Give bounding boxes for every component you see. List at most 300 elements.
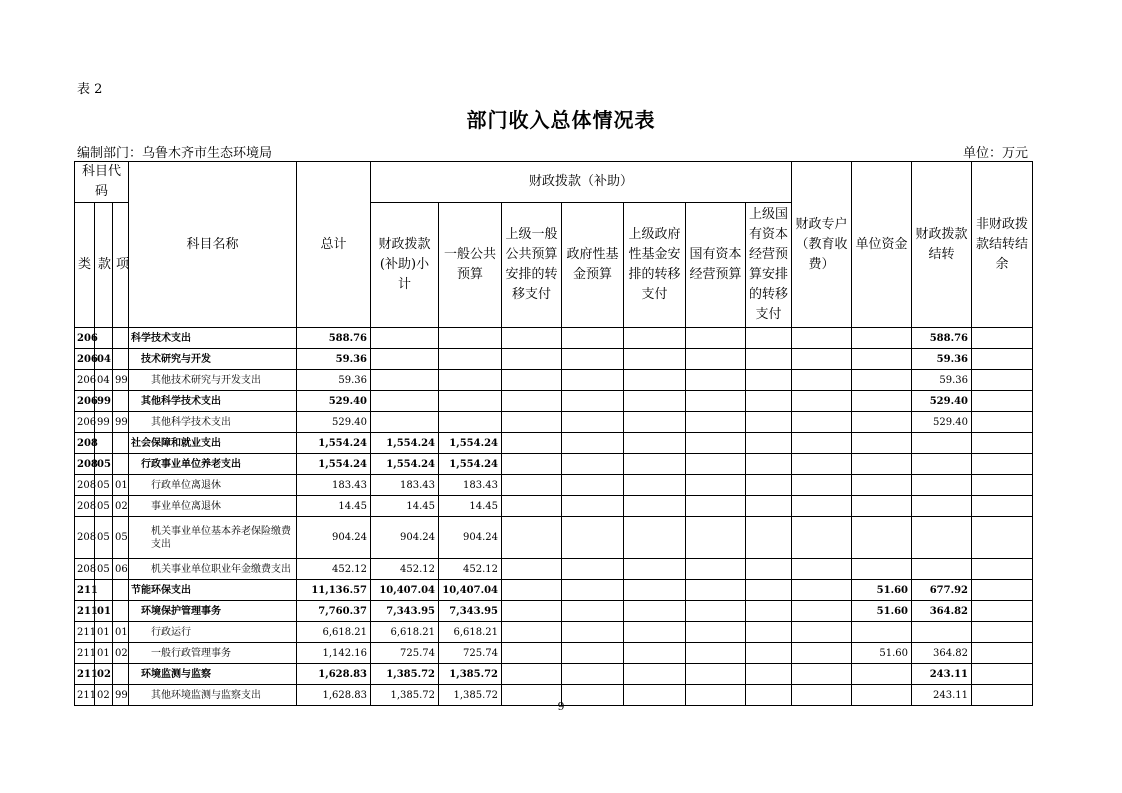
cell-upper-general-transfer bbox=[502, 391, 562, 412]
cell-gov-fund bbox=[562, 412, 624, 433]
cell-upper-general-transfer bbox=[502, 580, 562, 601]
table-row bbox=[75, 370, 1033, 391]
cell-total: 11,136.57 bbox=[297, 580, 371, 601]
table-row bbox=[75, 580, 1033, 601]
cell-state-capital bbox=[686, 496, 746, 517]
cell-kuan: 01 bbox=[95, 643, 113, 664]
cell-non-fiscal-carryover bbox=[972, 454, 1033, 475]
cell-special-account bbox=[792, 412, 852, 433]
cell-fiscal-subtotal bbox=[371, 391, 439, 412]
header-upper-capital-transfer: 上级国有资本经营预算安排的转移支付 bbox=[746, 203, 792, 328]
cell-non-fiscal-carryover bbox=[972, 517, 1033, 559]
cell-lei: 211 bbox=[75, 664, 95, 685]
cell-special-account bbox=[792, 328, 852, 349]
cell-unit-fund bbox=[852, 622, 912, 643]
cell-upper-fund-transfer bbox=[624, 664, 686, 685]
cell-upper-capital-transfer bbox=[746, 475, 792, 496]
cell-upper-fund-transfer bbox=[624, 601, 686, 622]
cell-state-capital bbox=[686, 643, 746, 664]
cell-carryover: 59.36 bbox=[912, 349, 972, 370]
cell-kuan: 01 bbox=[95, 601, 113, 622]
cell-total: 588.76 bbox=[297, 328, 371, 349]
cell-upper-general-transfer bbox=[502, 664, 562, 685]
cell-unit-fund bbox=[852, 391, 912, 412]
cell-total: 1,628.83 bbox=[297, 664, 371, 685]
cell-upper-fund-transfer bbox=[624, 349, 686, 370]
cell-state-capital bbox=[686, 349, 746, 370]
cell-non-fiscal-carryover bbox=[972, 580, 1033, 601]
cell-upper-fund-transfer bbox=[624, 559, 686, 580]
cell-kuan: 04 bbox=[95, 370, 113, 391]
cell-upper-capital-transfer bbox=[746, 664, 792, 685]
cell-state-capital bbox=[686, 664, 746, 685]
cell-upper-capital-transfer bbox=[746, 580, 792, 601]
cell-state-capital bbox=[686, 433, 746, 454]
header-code-group: 科目代码 bbox=[75, 162, 129, 203]
cell-xiang bbox=[113, 349, 129, 370]
cell-general-budget: 1,385.72 bbox=[439, 685, 502, 706]
cell-general-budget: 1,554.24 bbox=[439, 433, 502, 454]
cell-xiang bbox=[113, 664, 129, 685]
cell-general-budget: 725.74 bbox=[439, 643, 502, 664]
cell-state-capital bbox=[686, 412, 746, 433]
cell-lei: 211 bbox=[75, 643, 95, 664]
cell-kuan: 05 bbox=[95, 559, 113, 580]
cell-lei: 206 bbox=[75, 391, 95, 412]
cell-upper-capital-transfer bbox=[746, 433, 792, 454]
cell-xiang: 05 bbox=[113, 517, 129, 559]
cell-upper-capital-transfer bbox=[746, 391, 792, 412]
header-carryover: 财政拨款结转 bbox=[912, 162, 972, 328]
cell-upper-general-transfer bbox=[502, 412, 562, 433]
header-total: 总计 bbox=[297, 162, 371, 328]
table-row bbox=[75, 559, 1033, 580]
cell-lei: 211 bbox=[75, 622, 95, 643]
page-title: 部门收入总体情况表 bbox=[466, 108, 656, 132]
cell-upper-capital-transfer bbox=[746, 643, 792, 664]
cell-total: 1,554.24 bbox=[297, 433, 371, 454]
cell-name: 节能环保支出 bbox=[129, 580, 297, 601]
cell-lei: 211 bbox=[75, 685, 95, 706]
cell-general-budget: 904.24 bbox=[439, 517, 502, 559]
cell-lei: 208 bbox=[75, 475, 95, 496]
cell-gov-fund bbox=[562, 475, 624, 496]
cell-gov-fund bbox=[562, 433, 624, 454]
cell-unit-fund: 51.60 bbox=[852, 580, 912, 601]
cell-name: 其他技术研究与开发支出 bbox=[129, 370, 297, 391]
page-number: 9 bbox=[557, 700, 565, 713]
cell-upper-capital-transfer bbox=[746, 349, 792, 370]
cell-gov-fund bbox=[562, 517, 624, 559]
cell-upper-general-transfer bbox=[502, 370, 562, 391]
cell-upper-fund-transfer bbox=[624, 475, 686, 496]
cell-special-account bbox=[792, 370, 852, 391]
cell-general-budget bbox=[439, 349, 502, 370]
header-gov-fund: 政府性基金预算 bbox=[562, 203, 624, 328]
cell-general-budget: 6,618.21 bbox=[439, 622, 502, 643]
cell-gov-fund bbox=[562, 601, 624, 622]
cell-non-fiscal-carryover bbox=[972, 664, 1033, 685]
cell-non-fiscal-carryover bbox=[972, 475, 1033, 496]
cell-carryover bbox=[912, 517, 972, 559]
cell-lei: 211 bbox=[75, 580, 95, 601]
compiling-department: 编制部门：乌鲁木齐市生态环境局 bbox=[77, 146, 273, 161]
cell-carryover bbox=[912, 622, 972, 643]
cell-upper-general-transfer bbox=[502, 517, 562, 559]
cell-unit-fund bbox=[852, 559, 912, 580]
cell-total: 59.36 bbox=[297, 349, 371, 370]
cell-non-fiscal-carryover bbox=[972, 328, 1033, 349]
cell-total: 59.36 bbox=[297, 370, 371, 391]
cell-non-fiscal-carryover bbox=[972, 559, 1033, 580]
cell-lei: 208 bbox=[75, 517, 95, 559]
cell-upper-fund-transfer bbox=[624, 412, 686, 433]
cell-special-account bbox=[792, 601, 852, 622]
cell-upper-general-transfer bbox=[502, 496, 562, 517]
cell-unit-fund bbox=[852, 475, 912, 496]
cell-kuan: 99 bbox=[95, 412, 113, 433]
cell-state-capital bbox=[686, 370, 746, 391]
cell-fiscal-subtotal: 10,407.04 bbox=[371, 580, 439, 601]
cell-general-budget bbox=[439, 328, 502, 349]
table-row bbox=[75, 433, 1033, 454]
cell-name: 环境保护管理事务 bbox=[129, 601, 297, 622]
cell-name: 事业单位离退休 bbox=[129, 496, 297, 517]
table-row bbox=[75, 601, 1033, 622]
cell-upper-capital-transfer bbox=[746, 328, 792, 349]
cell-gov-fund bbox=[562, 391, 624, 412]
cell-upper-general-transfer bbox=[502, 475, 562, 496]
header-fiscal-group: 财政拨款（补助） bbox=[371, 162, 792, 203]
cell-upper-general-transfer bbox=[502, 559, 562, 580]
table-row bbox=[75, 328, 1033, 349]
cell-special-account bbox=[792, 622, 852, 643]
cell-non-fiscal-carryover bbox=[972, 622, 1033, 643]
cell-upper-fund-transfer bbox=[624, 454, 686, 475]
header-fiscal-subtotal: 财政拨款(补助)小计 bbox=[371, 203, 439, 328]
cell-total: 14.45 bbox=[297, 496, 371, 517]
cell-name: 机关事业单位职业年金缴费支出 bbox=[129, 559, 297, 580]
cell-general-budget: 1,554.24 bbox=[439, 454, 502, 475]
header-unit-fund: 单位资金 bbox=[852, 162, 912, 328]
cell-fiscal-subtotal: 1,554.24 bbox=[371, 433, 439, 454]
header-lei: 类 bbox=[75, 203, 95, 328]
cell-kuan: 04 bbox=[95, 349, 113, 370]
cell-upper-general-transfer bbox=[502, 349, 562, 370]
cell-gov-fund bbox=[562, 559, 624, 580]
cell-upper-fund-transfer bbox=[624, 370, 686, 391]
cell-xiang: 01 bbox=[113, 622, 129, 643]
cell-carryover bbox=[912, 433, 972, 454]
cell-unit-fund bbox=[852, 664, 912, 685]
cell-general-budget bbox=[439, 370, 502, 391]
cell-non-fiscal-carryover bbox=[972, 412, 1033, 433]
cell-upper-capital-transfer bbox=[746, 370, 792, 391]
cell-non-fiscal-carryover bbox=[972, 643, 1033, 664]
cell-lei: 208 bbox=[75, 433, 95, 454]
cell-special-account bbox=[792, 433, 852, 454]
cell-general-budget: 452.12 bbox=[439, 559, 502, 580]
header-state-capital: 国有资本经营预算 bbox=[686, 203, 746, 328]
cell-unit-fund bbox=[852, 433, 912, 454]
cell-lei: 206 bbox=[75, 328, 95, 349]
cell-unit-fund bbox=[852, 517, 912, 559]
header-general-budget: 一般公共预算 bbox=[439, 203, 502, 328]
cell-fiscal-subtotal bbox=[371, 412, 439, 433]
cell-name: 行政单位离退休 bbox=[129, 475, 297, 496]
cell-total: 183.43 bbox=[297, 475, 371, 496]
cell-total: 1,628.83 bbox=[297, 685, 371, 706]
cell-name: 其他科学技术支出 bbox=[129, 391, 297, 412]
cell-upper-capital-transfer bbox=[746, 559, 792, 580]
cell-upper-general-transfer bbox=[502, 622, 562, 643]
cell-xiang bbox=[113, 454, 129, 475]
cell-general-budget: 1,385.72 bbox=[439, 664, 502, 685]
cell-xiang: 99 bbox=[113, 685, 129, 706]
cell-gov-fund bbox=[562, 643, 624, 664]
cell-carryover: 243.11 bbox=[912, 685, 972, 706]
cell-special-account bbox=[792, 349, 852, 370]
cell-gov-fund bbox=[562, 496, 624, 517]
cell-lei: 208 bbox=[75, 496, 95, 517]
cell-gov-fund bbox=[562, 664, 624, 685]
table-row bbox=[75, 391, 1033, 412]
cell-special-account bbox=[792, 496, 852, 517]
cell-fiscal-subtotal: 904.24 bbox=[371, 517, 439, 559]
cell-upper-capital-transfer bbox=[746, 622, 792, 643]
cell-fiscal-subtotal bbox=[371, 328, 439, 349]
cell-name: 技术研究与开发 bbox=[129, 349, 297, 370]
table-row bbox=[75, 622, 1033, 643]
cell-total: 6,618.21 bbox=[297, 622, 371, 643]
table-row bbox=[75, 475, 1033, 496]
cell-unit-fund bbox=[852, 328, 912, 349]
cell-non-fiscal-carryover bbox=[972, 433, 1033, 454]
header-kuan: 款 bbox=[95, 203, 113, 328]
cell-upper-general-transfer bbox=[502, 643, 562, 664]
cell-fiscal-subtotal: 725.74 bbox=[371, 643, 439, 664]
header-non-fiscal-carryover: 非财政拨款结转结余 bbox=[972, 162, 1033, 328]
cell-special-account bbox=[792, 664, 852, 685]
header-name: 科目名称 bbox=[129, 162, 297, 328]
cell-fiscal-subtotal: 6,618.21 bbox=[371, 622, 439, 643]
cell-state-capital bbox=[686, 559, 746, 580]
cell-state-capital bbox=[686, 580, 746, 601]
cell-fiscal-subtotal: 1,554.24 bbox=[371, 454, 439, 475]
cell-name: 其他环境监测与监察支出 bbox=[129, 685, 297, 706]
cell-total: 529.40 bbox=[297, 391, 371, 412]
cell-kuan: 05 bbox=[95, 454, 113, 475]
cell-kuan: 05 bbox=[95, 517, 113, 559]
table-label: 表 2 bbox=[77, 82, 103, 97]
cell-total: 1,142.16 bbox=[297, 643, 371, 664]
cell-upper-fund-transfer bbox=[624, 433, 686, 454]
cell-fiscal-subtotal: 14.45 bbox=[371, 496, 439, 517]
cell-unit-fund bbox=[852, 454, 912, 475]
cell-upper-fund-transfer bbox=[624, 517, 686, 559]
table-row bbox=[75, 664, 1033, 685]
cell-special-account bbox=[792, 475, 852, 496]
cell-gov-fund bbox=[562, 622, 624, 643]
cell-name: 一般行政管理事务 bbox=[129, 643, 297, 664]
cell-non-fiscal-carryover bbox=[972, 391, 1033, 412]
cell-lei: 208 bbox=[75, 559, 95, 580]
cell-carryover: 59.36 bbox=[912, 370, 972, 391]
header-upper-general-transfer: 上级一般公共预算安排的转移支付 bbox=[502, 203, 562, 328]
cell-general-budget: 7,343.95 bbox=[439, 601, 502, 622]
table-row bbox=[75, 643, 1033, 664]
table-row bbox=[75, 496, 1033, 517]
cell-kuan: 02 bbox=[95, 685, 113, 706]
cell-general-budget bbox=[439, 391, 502, 412]
table-row bbox=[75, 454, 1033, 475]
cell-fiscal-subtotal: 1,385.72 bbox=[371, 664, 439, 685]
header-special-account: 财政专户（教育收费） bbox=[792, 162, 852, 328]
income-table bbox=[74, 161, 1033, 706]
cell-non-fiscal-carryover bbox=[972, 496, 1033, 517]
cell-state-capital bbox=[686, 475, 746, 496]
cell-gov-fund bbox=[562, 328, 624, 349]
cell-lei: 208 bbox=[75, 454, 95, 475]
cell-state-capital bbox=[686, 391, 746, 412]
cell-unit-fund bbox=[852, 349, 912, 370]
cell-xiang: 02 bbox=[113, 496, 129, 517]
cell-xiang bbox=[113, 601, 129, 622]
cell-unit-fund bbox=[852, 496, 912, 517]
cell-carryover bbox=[912, 559, 972, 580]
header-upper-fund-transfer: 上级政府性基金安排的转移支付 bbox=[624, 203, 686, 328]
cell-fiscal-subtotal: 7,343.95 bbox=[371, 601, 439, 622]
table-row bbox=[75, 517, 1033, 559]
cell-name: 科学技术支出 bbox=[129, 328, 297, 349]
cell-kuan: 01 bbox=[95, 622, 113, 643]
cell-kuan: 05 bbox=[95, 475, 113, 496]
cell-gov-fund bbox=[562, 349, 624, 370]
cell-xiang bbox=[113, 433, 129, 454]
cell-lei: 206 bbox=[75, 412, 95, 433]
cell-state-capital bbox=[686, 517, 746, 559]
cell-xiang bbox=[113, 328, 129, 349]
cell-carryover: 529.40 bbox=[912, 412, 972, 433]
cell-unit-fund bbox=[852, 412, 912, 433]
cell-lei: 206 bbox=[75, 370, 95, 391]
cell-xiang: 01 bbox=[113, 475, 129, 496]
cell-kuan: 05 bbox=[95, 496, 113, 517]
cell-lei: 211 bbox=[75, 601, 95, 622]
cell-name: 其他科学技术支出 bbox=[129, 412, 297, 433]
cell-unit-fund bbox=[852, 370, 912, 391]
cell-upper-fund-transfer bbox=[624, 496, 686, 517]
cell-carryover: 364.82 bbox=[912, 601, 972, 622]
cell-xiang: 02 bbox=[113, 643, 129, 664]
cell-non-fiscal-carryover bbox=[972, 601, 1033, 622]
cell-state-capital bbox=[686, 328, 746, 349]
cell-fiscal-subtotal: 1,385.72 bbox=[371, 685, 439, 706]
header-xiang: 项 bbox=[113, 203, 129, 328]
cell-gov-fund bbox=[562, 580, 624, 601]
cell-non-fiscal-carryover bbox=[972, 370, 1033, 391]
cell-kuan: 99 bbox=[95, 391, 113, 412]
cell-upper-capital-transfer bbox=[746, 517, 792, 559]
cell-xiang: 99 bbox=[113, 370, 129, 391]
cell-upper-fund-transfer bbox=[624, 328, 686, 349]
cell-upper-capital-transfer bbox=[746, 601, 792, 622]
cell-special-account bbox=[792, 517, 852, 559]
cell-non-fiscal-carryover bbox=[972, 349, 1033, 370]
cell-fiscal-subtotal bbox=[371, 370, 439, 391]
cell-fiscal-subtotal: 183.43 bbox=[371, 475, 439, 496]
table-row bbox=[75, 349, 1033, 370]
cell-total: 529.40 bbox=[297, 412, 371, 433]
cell-xiang bbox=[113, 391, 129, 412]
cell-carryover: 364.82 bbox=[912, 643, 972, 664]
cell-special-account bbox=[792, 454, 852, 475]
cell-special-account bbox=[792, 580, 852, 601]
cell-total: 904.24 bbox=[297, 517, 371, 559]
cell-xiang: 06 bbox=[113, 559, 129, 580]
cell-unit-fund: 51.60 bbox=[852, 601, 912, 622]
cell-name: 机关事业单位基本养老保险缴费支出 bbox=[129, 517, 297, 559]
cell-total: 1,554.24 bbox=[297, 454, 371, 475]
table-row bbox=[75, 412, 1033, 433]
cell-lei: 206 bbox=[75, 349, 95, 370]
cell-special-account bbox=[792, 559, 852, 580]
cell-name: 环境监测与监察 bbox=[129, 664, 297, 685]
cell-name: 行政运行 bbox=[129, 622, 297, 643]
cell-upper-fund-transfer bbox=[624, 643, 686, 664]
cell-upper-capital-transfer bbox=[746, 412, 792, 433]
cell-special-account bbox=[792, 391, 852, 412]
cell-carryover: 243.11 bbox=[912, 664, 972, 685]
cell-xiang: 99 bbox=[113, 412, 129, 433]
cell-special-account bbox=[792, 643, 852, 664]
cell-unit-fund: 51.60 bbox=[852, 643, 912, 664]
cell-carryover: 529.40 bbox=[912, 391, 972, 412]
cell-gov-fund bbox=[562, 454, 624, 475]
cell-upper-general-transfer bbox=[502, 433, 562, 454]
cell-xiang bbox=[113, 580, 129, 601]
cell-carryover bbox=[912, 496, 972, 517]
cell-name: 社会保障和就业支出 bbox=[129, 433, 297, 454]
cell-upper-fund-transfer bbox=[624, 580, 686, 601]
cell-carryover bbox=[912, 475, 972, 496]
cell-upper-capital-transfer bbox=[746, 454, 792, 475]
cell-upper-general-transfer bbox=[502, 454, 562, 475]
cell-upper-general-transfer bbox=[502, 328, 562, 349]
cell-total: 7,760.37 bbox=[297, 601, 371, 622]
cell-state-capital bbox=[686, 601, 746, 622]
cell-carryover bbox=[912, 454, 972, 475]
cell-carryover: 677.92 bbox=[912, 580, 972, 601]
cell-name: 行政事业单位养老支出 bbox=[129, 454, 297, 475]
cell-upper-fund-transfer bbox=[624, 391, 686, 412]
cell-general-budget: 14.45 bbox=[439, 496, 502, 517]
cell-carryover: 588.76 bbox=[912, 328, 972, 349]
cell-fiscal-subtotal: 452.12 bbox=[371, 559, 439, 580]
cell-general-budget: 183.43 bbox=[439, 475, 502, 496]
cell-upper-fund-transfer bbox=[624, 622, 686, 643]
cell-total: 452.12 bbox=[297, 559, 371, 580]
cell-gov-fund bbox=[562, 370, 624, 391]
cell-upper-capital-transfer bbox=[746, 496, 792, 517]
cell-fiscal-subtotal bbox=[371, 349, 439, 370]
cell-general-budget bbox=[439, 412, 502, 433]
cell-kuan: 02 bbox=[95, 664, 113, 685]
cell-general-budget: 10,407.04 bbox=[439, 580, 502, 601]
unit-label: 单位：万元 bbox=[962, 146, 1028, 161]
cell-state-capital bbox=[686, 454, 746, 475]
cell-upper-general-transfer bbox=[502, 601, 562, 622]
